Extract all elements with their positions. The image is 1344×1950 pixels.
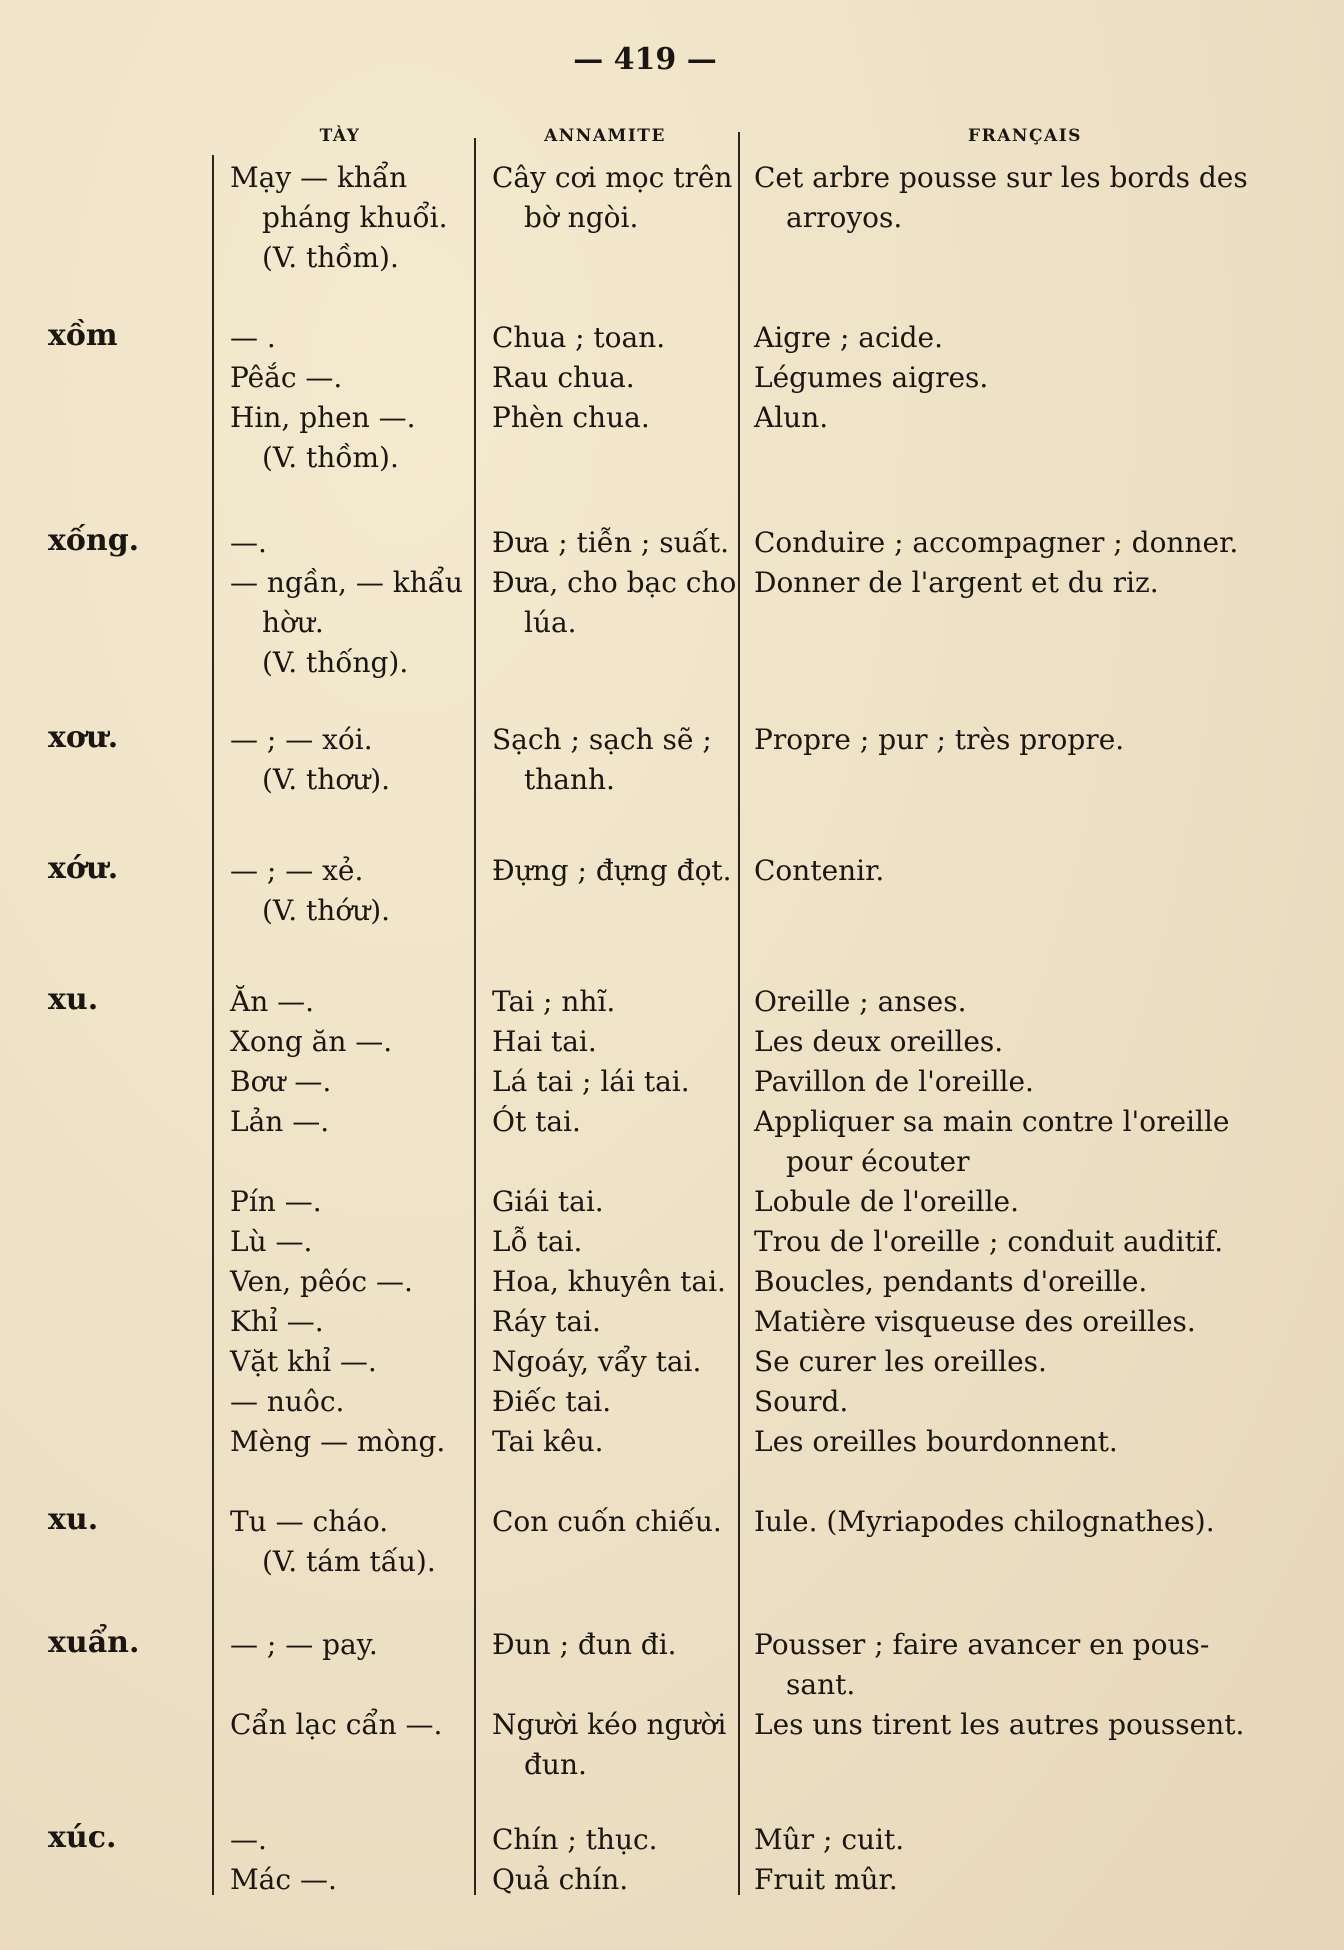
entry-annamite-line: Người kéo người	[492, 1708, 727, 1741]
page-number: — 419 —	[573, 42, 717, 77]
entry-annamite-line: Đun ; đun đi.	[492, 1628, 677, 1661]
entry-tay-line: — ; — pay.	[230, 1628, 378, 1661]
entry-tay-column	[230, 1625, 442, 1745]
entry-francais-line: Pousser ; faire avancer en pous-	[754, 1628, 1210, 1661]
entry-tay-line: Lù —.	[230, 1225, 313, 1258]
entry-francais-line: Appliquer sa main contre l'oreille	[754, 1105, 1230, 1138]
entry-tay-line: Khỉ —.	[230, 1305, 324, 1338]
entry-annamite-line: Giái tai.	[492, 1185, 604, 1218]
entry-tay-line: Pín —.	[230, 1185, 322, 1218]
entry-annamite-line: Ót tai.	[492, 1105, 581, 1138]
entry-annamite-line: Điếc tai.	[492, 1385, 612, 1418]
entry-francais-column	[754, 158, 1248, 238]
entry-tay-line: Tu — cháo.	[230, 1505, 389, 1538]
entry-annamite-line: Lỗ tai.	[492, 1225, 583, 1258]
entry-francais-line: Oreille ; anses.	[754, 985, 967, 1018]
entry-tay-line: Cẩn lạc cẩn —.	[230, 1708, 443, 1741]
entry-tay-column	[230, 851, 390, 931]
entry-headword: xống.	[48, 523, 140, 558]
entry-headword: xồm	[48, 318, 118, 353]
entry-tay-line: Vặt khỉ —.	[230, 1345, 377, 1378]
entry-annamite-line: Quả chín.	[492, 1863, 629, 1896]
entry-tay-line: hờư.	[262, 606, 324, 639]
entry-tay-line: Mèng — mòng.	[230, 1425, 446, 1458]
entry-francais-line: pour écouter	[786, 1145, 970, 1178]
entry-tay-line: Bơư —.	[230, 1065, 332, 1098]
entry-francais-line: Matière visqueuse des oreilles.	[754, 1305, 1196, 1338]
entry-francais-line: Se curer les oreilles.	[754, 1345, 1047, 1378]
entry-tay-line: — ngần, — khẩu	[230, 566, 463, 599]
entry-annamite-line: Sạch ; sạch sẽ ;	[492, 723, 712, 756]
entry-annamite-column	[492, 1820, 658, 1900]
entry-annamite-line: đun.	[524, 1748, 587, 1781]
entry-headword: xu.	[48, 982, 99, 1017]
column-header-francais: FRANÇAIS	[968, 126, 1082, 146]
entry-headword: xu.	[48, 1502, 99, 1537]
entry-tay-line: Ven, pêóc —.	[230, 1265, 413, 1298]
entry-tay-line: Ăn —.	[230, 985, 315, 1018]
entry-tay-column	[230, 982, 445, 1462]
entry-tay-line: (V. thồm).	[262, 441, 399, 474]
column-divider	[474, 138, 476, 1895]
entry-tay-line: pháng khuổi.	[262, 201, 448, 234]
entry-tay-line: Mác —.	[230, 1863, 337, 1896]
column-header-annamite: ANNAMITE	[544, 126, 666, 146]
entry-tay-line: — ; — xẻ.	[230, 854, 364, 887]
entry-francais-line: Les uns tirent les autres poussent.	[754, 1708, 1245, 1741]
entry-tay-line: (V. tám tấu).	[262, 1545, 436, 1578]
entry-headword: xúc.	[48, 1820, 117, 1855]
entry-tay-line	[230, 1142, 445, 1182]
entry-francais-line: Alun.	[754, 401, 829, 434]
entry-annamite-line: Tai kêu.	[492, 1425, 604, 1458]
entry-francais-line: Boucles, pendants d'oreille.	[754, 1265, 1148, 1298]
entry-tay-line: Xong ăn —.	[230, 1025, 393, 1058]
entry-annamite-column	[492, 1625, 726, 1785]
entry-tay-line: Hin, phen —.	[230, 401, 416, 434]
entry-tay-column	[230, 1820, 337, 1900]
entry-annamite-column	[492, 982, 726, 1462]
entry-tay-line: (V. thồm).	[262, 241, 399, 274]
entry-tay-line	[230, 1665, 442, 1705]
entry-francais-line: Les deux oreilles.	[754, 1025, 1004, 1058]
entry-tay-column	[230, 720, 390, 800]
entry-tay-line: (V. thống).	[262, 646, 409, 679]
entry-tay-column	[230, 523, 463, 683]
entry-francais-line: Iule. (Myriapodes chilognathes).	[754, 1505, 1215, 1538]
entry-tay-line: — .	[230, 321, 276, 354]
entry-francais-column	[754, 523, 1238, 603]
entry-francais-line: Les oreilles bourdonnent.	[754, 1425, 1118, 1458]
entry-francais-line: Sourd.	[754, 1385, 849, 1418]
entry-annamite-line: Đựng ; đựng đọt.	[492, 854, 732, 887]
entry-francais-line: Propre ; pur ; très propre.	[754, 723, 1125, 756]
entry-annamite-line: lúa.	[524, 606, 577, 639]
entry-tay-line: — ; — xói.	[230, 723, 373, 756]
entry-francais-line: Fruit mûr.	[754, 1863, 898, 1896]
entry-annamite-line: Phèn chua.	[492, 401, 650, 434]
entry-tay-line: —.	[230, 526, 267, 559]
entry-annamite-line	[492, 1665, 726, 1705]
entry-francais-line: Mûr ; cuit.	[754, 1823, 905, 1856]
entry-annamite-line: bờ ngòi.	[524, 201, 639, 234]
entry-annamite-line: Ngoáy, vẩy tai.	[492, 1345, 702, 1378]
entry-francais-line: Aigre ; acide.	[754, 321, 944, 354]
column-header-tay: TÀY	[319, 126, 361, 146]
entry-annamite-column	[492, 318, 665, 438]
entry-francais-column	[754, 720, 1124, 760]
entry-francais-column	[754, 318, 988, 438]
entry-annamite-line: Đưa ; tiễn ; suất.	[492, 526, 729, 559]
entry-tay-line: Mạy — khẩn	[230, 161, 408, 194]
entry-francais-line: Donner de l'argent et du riz.	[754, 566, 1159, 599]
entry-francais-line: Cet arbre pousse sur les bords des	[754, 161, 1248, 194]
entry-annamite-line: Tai ; nhĩ.	[492, 985, 616, 1018]
entry-tay-line: Pêắc —.	[230, 361, 343, 394]
entry-tay-column	[230, 318, 416, 478]
entry-annamite-line: Hoa, khuyên tai.	[492, 1265, 726, 1298]
entry-francais-line: Contenir.	[754, 854, 885, 887]
entry-annamite-line: Rau chua.	[492, 361, 635, 394]
entry-annamite-line	[492, 1142, 726, 1182]
entry-francais-line: sant.	[786, 1668, 856, 1701]
entry-annamite-column	[492, 158, 732, 238]
entry-francais-line: Trou de l'oreille ; conduit auditif.	[754, 1225, 1224, 1258]
entry-tay-line: — nuôc.	[230, 1385, 345, 1418]
entry-tay-line: Lản —.	[230, 1105, 330, 1138]
entry-tay-line: (V. thơư).	[262, 763, 391, 796]
entry-francais-line: Conduire ; accompagner ; donner.	[754, 526, 1239, 559]
column-divider	[738, 132, 740, 1895]
entry-annamite-line: Cây cơi mọc trên	[492, 161, 733, 194]
entry-annamite-column	[492, 720, 712, 800]
entry-annamite-line: thanh.	[524, 763, 615, 796]
entry-francais-line: Pavillon de l'oreille.	[754, 1065, 1034, 1098]
entry-annamite-line: Chín ; thục.	[492, 1823, 658, 1856]
entry-annamite-column	[492, 851, 732, 891]
entry-annamite-line: Con cuốn chiếu.	[492, 1505, 722, 1538]
entry-annamite-line: Chua ; toan.	[492, 321, 666, 354]
column-divider	[212, 155, 214, 1895]
entry-headword: xơư.	[48, 720, 119, 755]
entry-francais-line: arroyos.	[786, 201, 903, 234]
entry-annamite-column	[492, 523, 736, 643]
entry-francais-line: Légumes aigres.	[754, 361, 989, 394]
entry-annamite-line: Lá tai ; lái tai.	[492, 1065, 690, 1098]
entry-tay-column	[230, 1502, 436, 1582]
entry-francais-column	[754, 1625, 1244, 1745]
entry-tay-line: (V. thớư).	[262, 894, 391, 927]
entry-annamite-line: Đưa, cho bạc cho	[492, 566, 737, 599]
entry-francais-column	[754, 851, 884, 891]
entry-francais-column	[754, 1820, 904, 1900]
entry-tay-line: —.	[230, 1823, 267, 1856]
entry-francais-column	[754, 982, 1229, 1462]
entry-headword: xớư.	[48, 851, 119, 886]
entry-annamite-line: Hai tai.	[492, 1025, 597, 1058]
entry-tay-column	[230, 158, 448, 278]
entry-headword: xuẩn.	[48, 1625, 140, 1660]
entry-annamite-column	[492, 1502, 722, 1542]
entry-francais-line: Lobule de l'oreille.	[754, 1185, 1020, 1218]
entry-annamite-line: Ráy tai.	[492, 1305, 601, 1338]
entry-francais-column	[754, 1502, 1215, 1542]
